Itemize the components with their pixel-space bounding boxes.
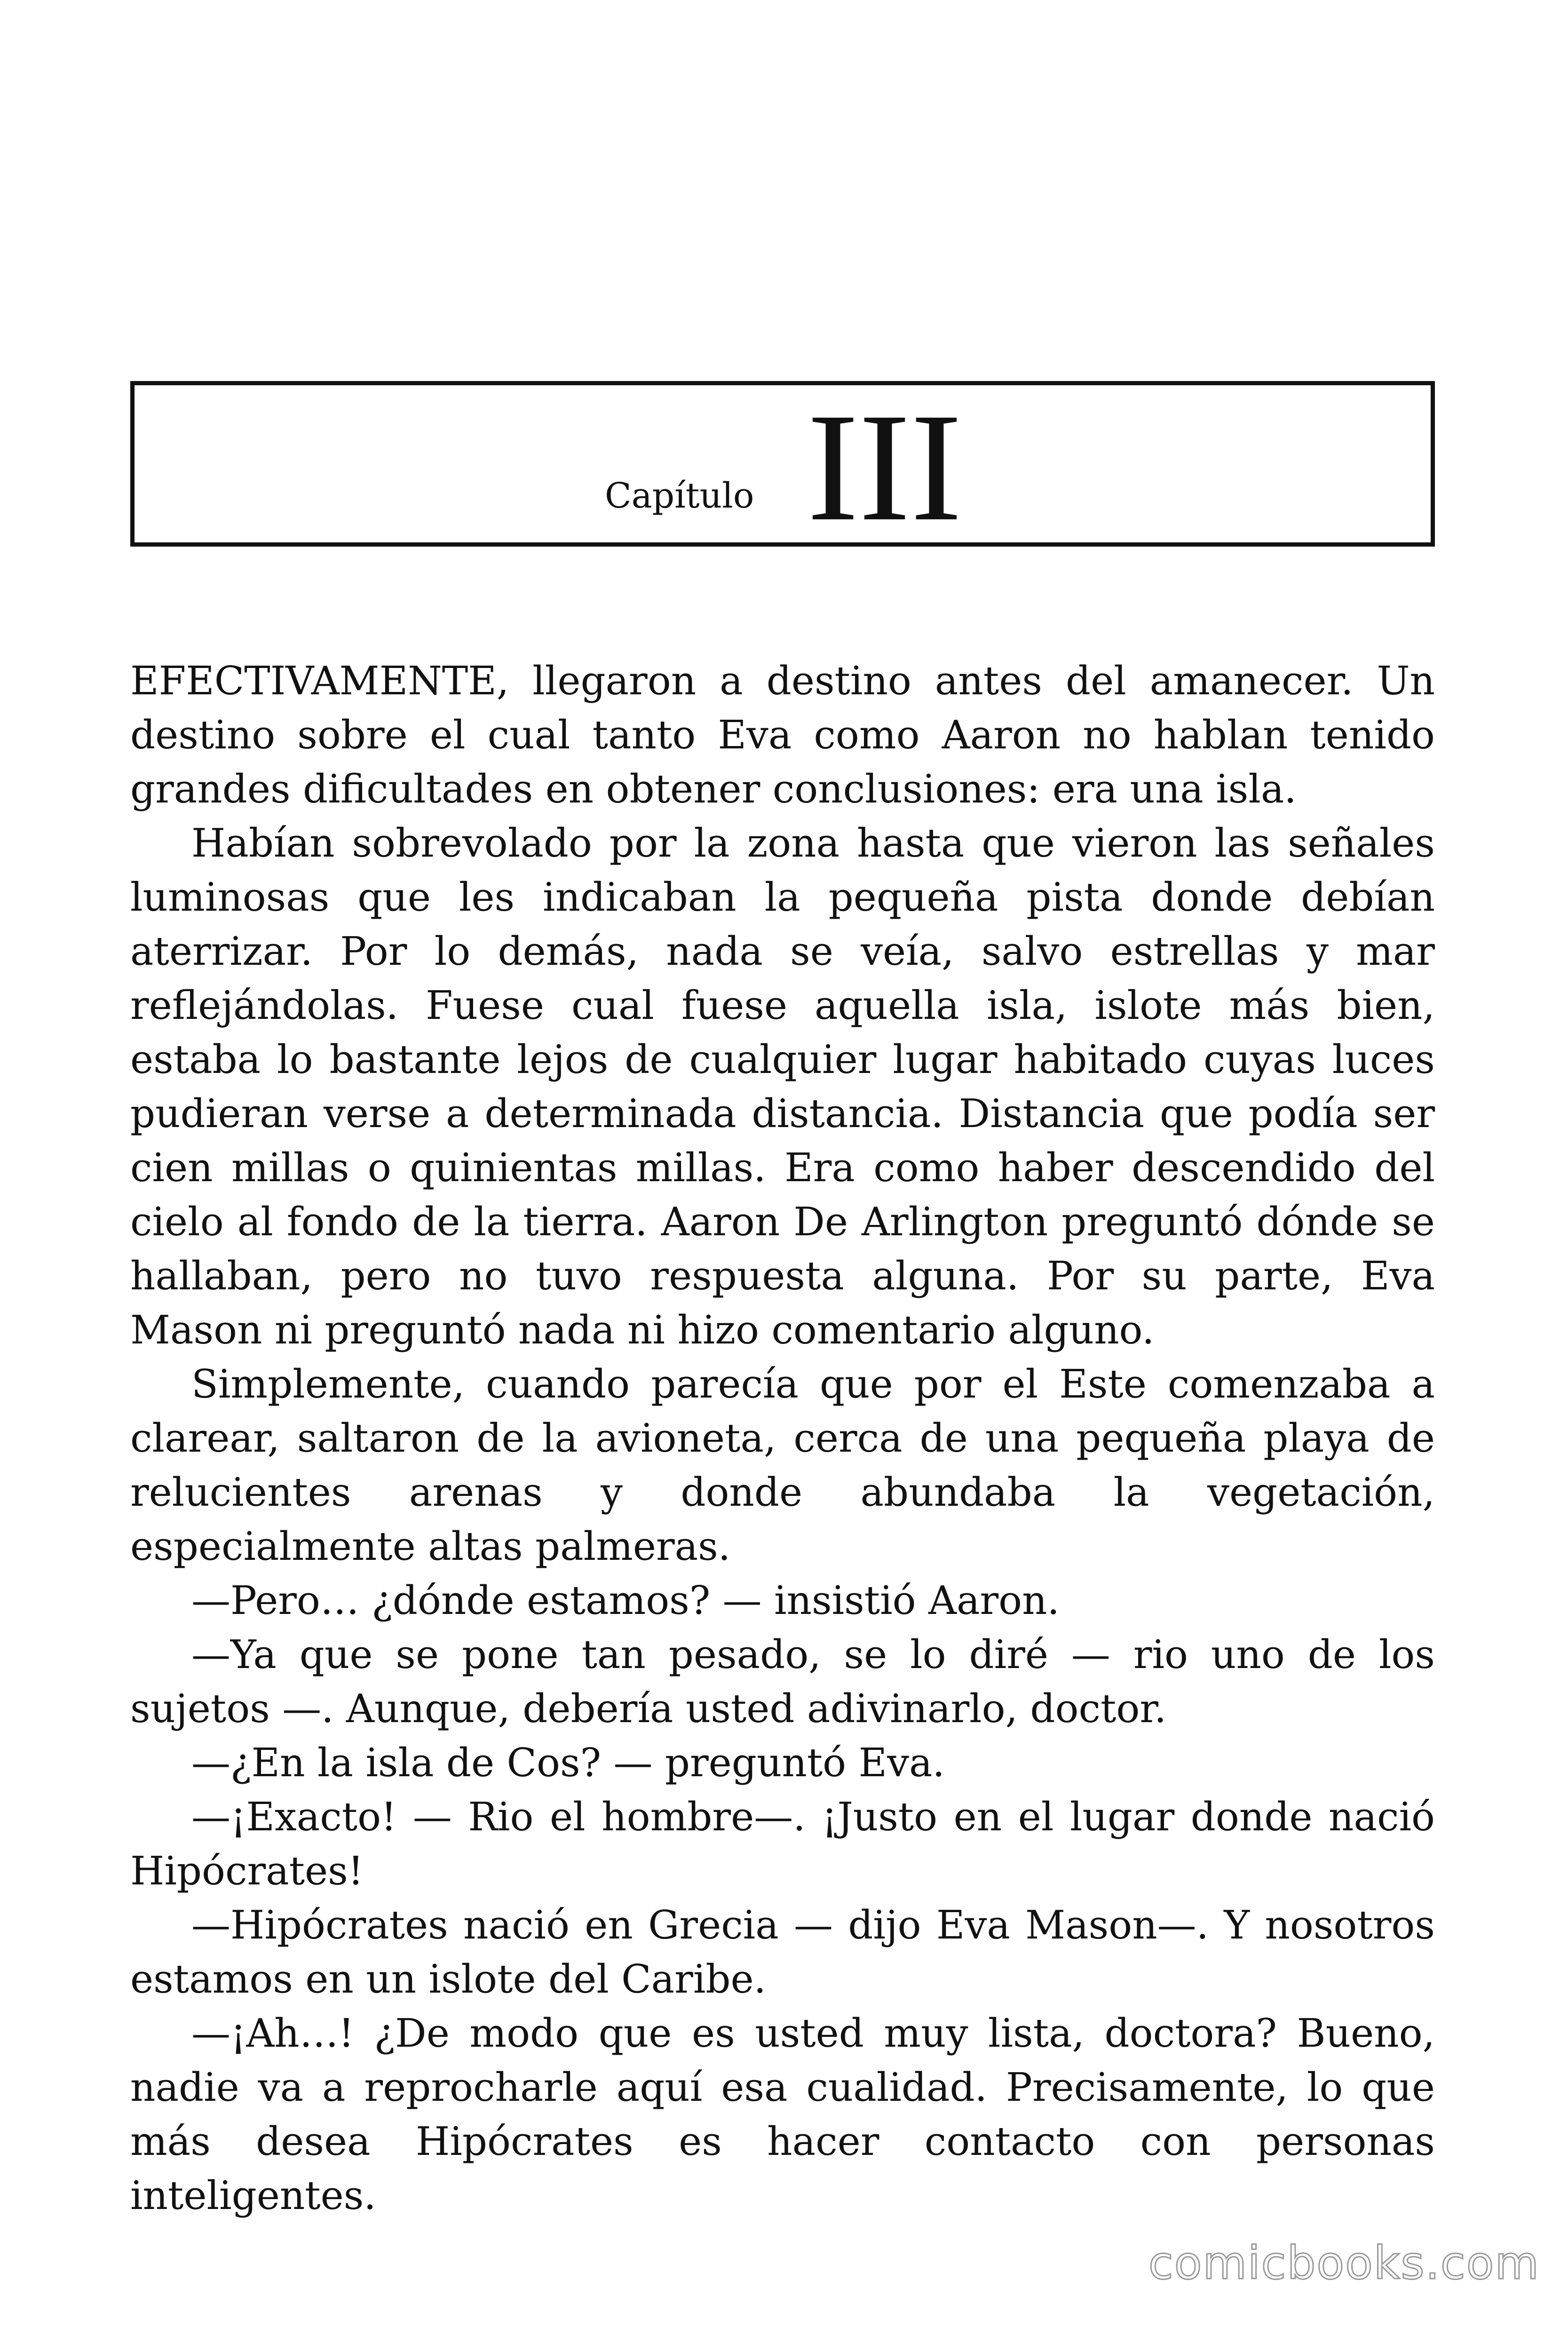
paragraph: Habían sobrevolado por la zona hasta que vieron las señales luminosas que les indicaban la pequeña pista donde debían aterrizar. Por lo demás, nada se veía, salvo estrellas y mar reflejándolas. Fuese cual fuese aquella isla, islote más bien, estaba lo bastante lejos de cualquier lugar habitado cuyas luces pudieran verse a determinada distancia. Distancia que podía ser cien millas o quinientas millas. Era como haber descendido del cielo al fondo de la tierra. Aaron De Arlington preguntó dónde se hallaban, pero no tuvo respuesta alguna. Por su parte, Eva Mason ni preguntó nada ni hizo comentario alguno. bbox=[130, 820, 1435, 1353]
dialogue-line: —Ya que se pone tan pesado, se lo diré — rio uno de los sujetos —. Aunque, debería usted adivinarlo, doctor. bbox=[130, 1632, 1435, 1732]
watermark-logo: comicbooks.com bbox=[1148, 2237, 1540, 2289]
dialogue-line: —¡Ah…! ¿De modo que es usted muy lista, doctora? Bueno, nadie va a reprocharle aquí esa cualidad. Precisamente, lo que más desea Hipócrates es hacer contacto con personas inteligentes. bbox=[130, 2010, 1435, 2218]
chapter-heading-box bbox=[130, 381, 1435, 553]
paragraph: EFECTIVAMENTE, llegaron a destino antes del amanecer. Un destino sobre el cual tanto Eva como Aaron no hablan tenido grandes dificultades en obtener conclusiones: era una isla. bbox=[130, 658, 1435, 812]
dialogue-line: —¿En la isla de Cos? — preguntó Eva. bbox=[191, 1740, 945, 1786]
dialogue-line: —¡Exacto! — Rio el hombre—. ¡Justo en el lugar donde nació Hipócrates! bbox=[130, 1794, 1435, 1894]
dialogue-line: —Pero… ¿dónde estamos? — insistió Aaron. bbox=[191, 1578, 1060, 1623]
paragraph: Simplemente, cuando parecía que por el Este comenzaba a clarear, saltaron de la avioneta, cerca de una pequeña playa de relucientes arenas y donde abundaba la vegetación, especialmente altas palmeras. bbox=[130, 1361, 1435, 1569]
chapter-body bbox=[130, 654, 1435, 2223]
chapter-label: Capítulo bbox=[605, 476, 754, 516]
chapter-number: III bbox=[807, 381, 962, 553]
dialogue-line: —Hipócrates nació en Grecia — dijo Eva Mason—. Y nosotros estamos en un islote del Caribe. bbox=[130, 1902, 1435, 2002]
